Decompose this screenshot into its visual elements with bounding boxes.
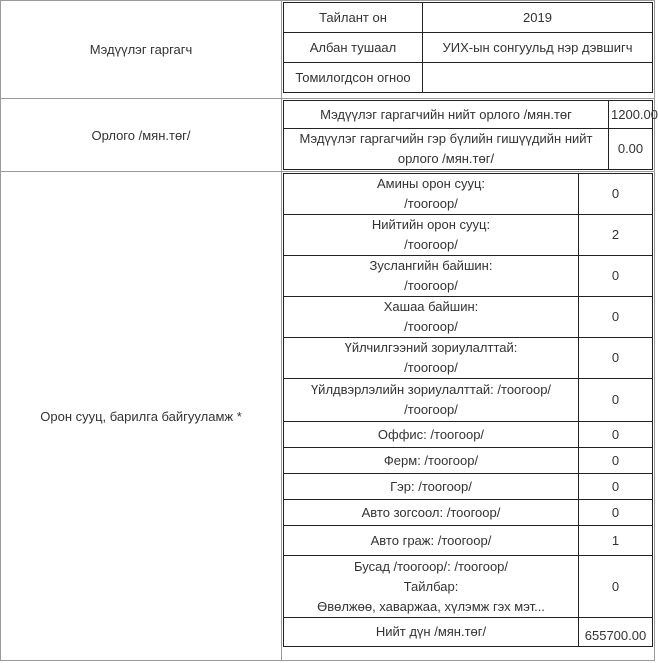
label-line: Зуслангийн байшин:	[369, 258, 493, 273]
declarant-section	[1, 1, 655, 99]
field-label	[284, 379, 579, 422]
field-label	[284, 556, 579, 618]
declarant-details-table	[283, 2, 653, 93]
field-label	[284, 256, 579, 297]
table-row	[284, 297, 653, 338]
field-label	[284, 215, 579, 256]
table-row	[284, 101, 653, 129]
label-line: Нийтийн орон сууц:	[371, 217, 491, 232]
field-value: 2	[579, 215, 653, 256]
field-value: 0.00	[609, 129, 653, 170]
field-label: Мэдүүлэг гаргагчийн нийт орлого /мян.төг	[284, 101, 609, 129]
table-row	[284, 174, 653, 215]
label-line: /тоогоор/	[404, 278, 458, 293]
label-line: /тоогоор/	[404, 237, 458, 252]
table-row	[284, 618, 653, 647]
property-section	[1, 172, 655, 661]
field-value	[423, 63, 653, 93]
income-label: Орлого /мян.төг/	[1, 99, 282, 172]
table-row	[284, 338, 653, 379]
table-row	[284, 556, 653, 618]
table-row	[284, 33, 653, 63]
label-line: /тоогоор/	[404, 196, 458, 211]
field-value: 0	[579, 338, 653, 379]
field-value: 0	[579, 422, 653, 448]
table-row	[284, 474, 653, 500]
label-line: Үйлдвэрлэлийн зориулалттай: /тоогоор/	[310, 382, 552, 397]
table-row	[284, 422, 653, 448]
field-label	[284, 297, 579, 338]
field-label: Гэр: /тоогоор/	[284, 474, 579, 500]
field-value: 0	[579, 448, 653, 474]
property-details-table	[283, 173, 653, 647]
label-line: Өвөлжөө, хаваржаа, хүлэмж гэх мэт...	[317, 598, 545, 614]
table-row	[284, 448, 653, 474]
field-label: Оффис: /тоогоор/	[284, 422, 579, 448]
table-row	[284, 63, 653, 93]
field-value: 2019	[423, 3, 653, 33]
field-label: Авто граж: /тоогоор/	[284, 526, 579, 556]
table-row	[284, 526, 653, 556]
field-label: Албан тушаал	[284, 33, 423, 63]
table-row	[284, 129, 653, 170]
table-row	[284, 215, 653, 256]
income-section	[1, 99, 655, 172]
field-label	[284, 338, 579, 379]
field-value: УИХ-ын сонгуульд нэр дэвшигч	[423, 33, 653, 63]
field-value: 0	[579, 174, 653, 215]
field-label	[284, 174, 579, 215]
table-row	[284, 3, 653, 33]
field-value: 0	[579, 556, 653, 618]
field-value: 0	[579, 500, 653, 526]
label-line: /тоогоор/	[404, 319, 458, 334]
field-label: Нийт дүн /мян.төг/	[284, 618, 579, 647]
property-label: Орон сууц, барилга байгууламж *	[1, 172, 282, 661]
field-label: Тайлант он	[284, 3, 423, 33]
label-line: Мэдүүлэг гаргагчийн гэр бүлийн гишүүдийн нийт	[299, 131, 593, 146]
label-line: Бусад /тоогоор/: /тоогоор/	[353, 558, 509, 574]
field-label: Томилогдсон огноо	[284, 63, 423, 93]
field-value: 0	[579, 256, 653, 297]
label-line: Амины орон сууц:	[376, 176, 486, 191]
field-label	[284, 129, 609, 170]
field-value: 1200.00	[609, 101, 653, 129]
field-value: 0	[579, 379, 653, 422]
label-line: Тайлбар:	[403, 578, 459, 594]
field-label: Ферм: /тоогоор/	[284, 448, 579, 474]
label-line: Үйлчилгээний зориулалттай:	[344, 340, 518, 355]
table-row	[284, 256, 653, 297]
table-row	[284, 500, 653, 526]
income-details-table	[283, 100, 658, 170]
label-line: /тоогоор/	[404, 402, 458, 417]
declarant-label: Мэдүүлэг гаргагч	[1, 1, 282, 99]
field-value: 655700.00	[579, 618, 653, 647]
field-value: 0	[579, 474, 653, 500]
field-value: 0	[579, 297, 653, 338]
label-line: /тоогоор/	[404, 360, 458, 375]
field-value: 1	[579, 526, 653, 556]
label-line: орлого /мян.төг/	[397, 151, 495, 166]
table-row	[284, 379, 653, 422]
field-label: Авто зогсоол: /тоогоор/	[284, 500, 579, 526]
label-line: Хашаа байшин:	[383, 299, 479, 314]
